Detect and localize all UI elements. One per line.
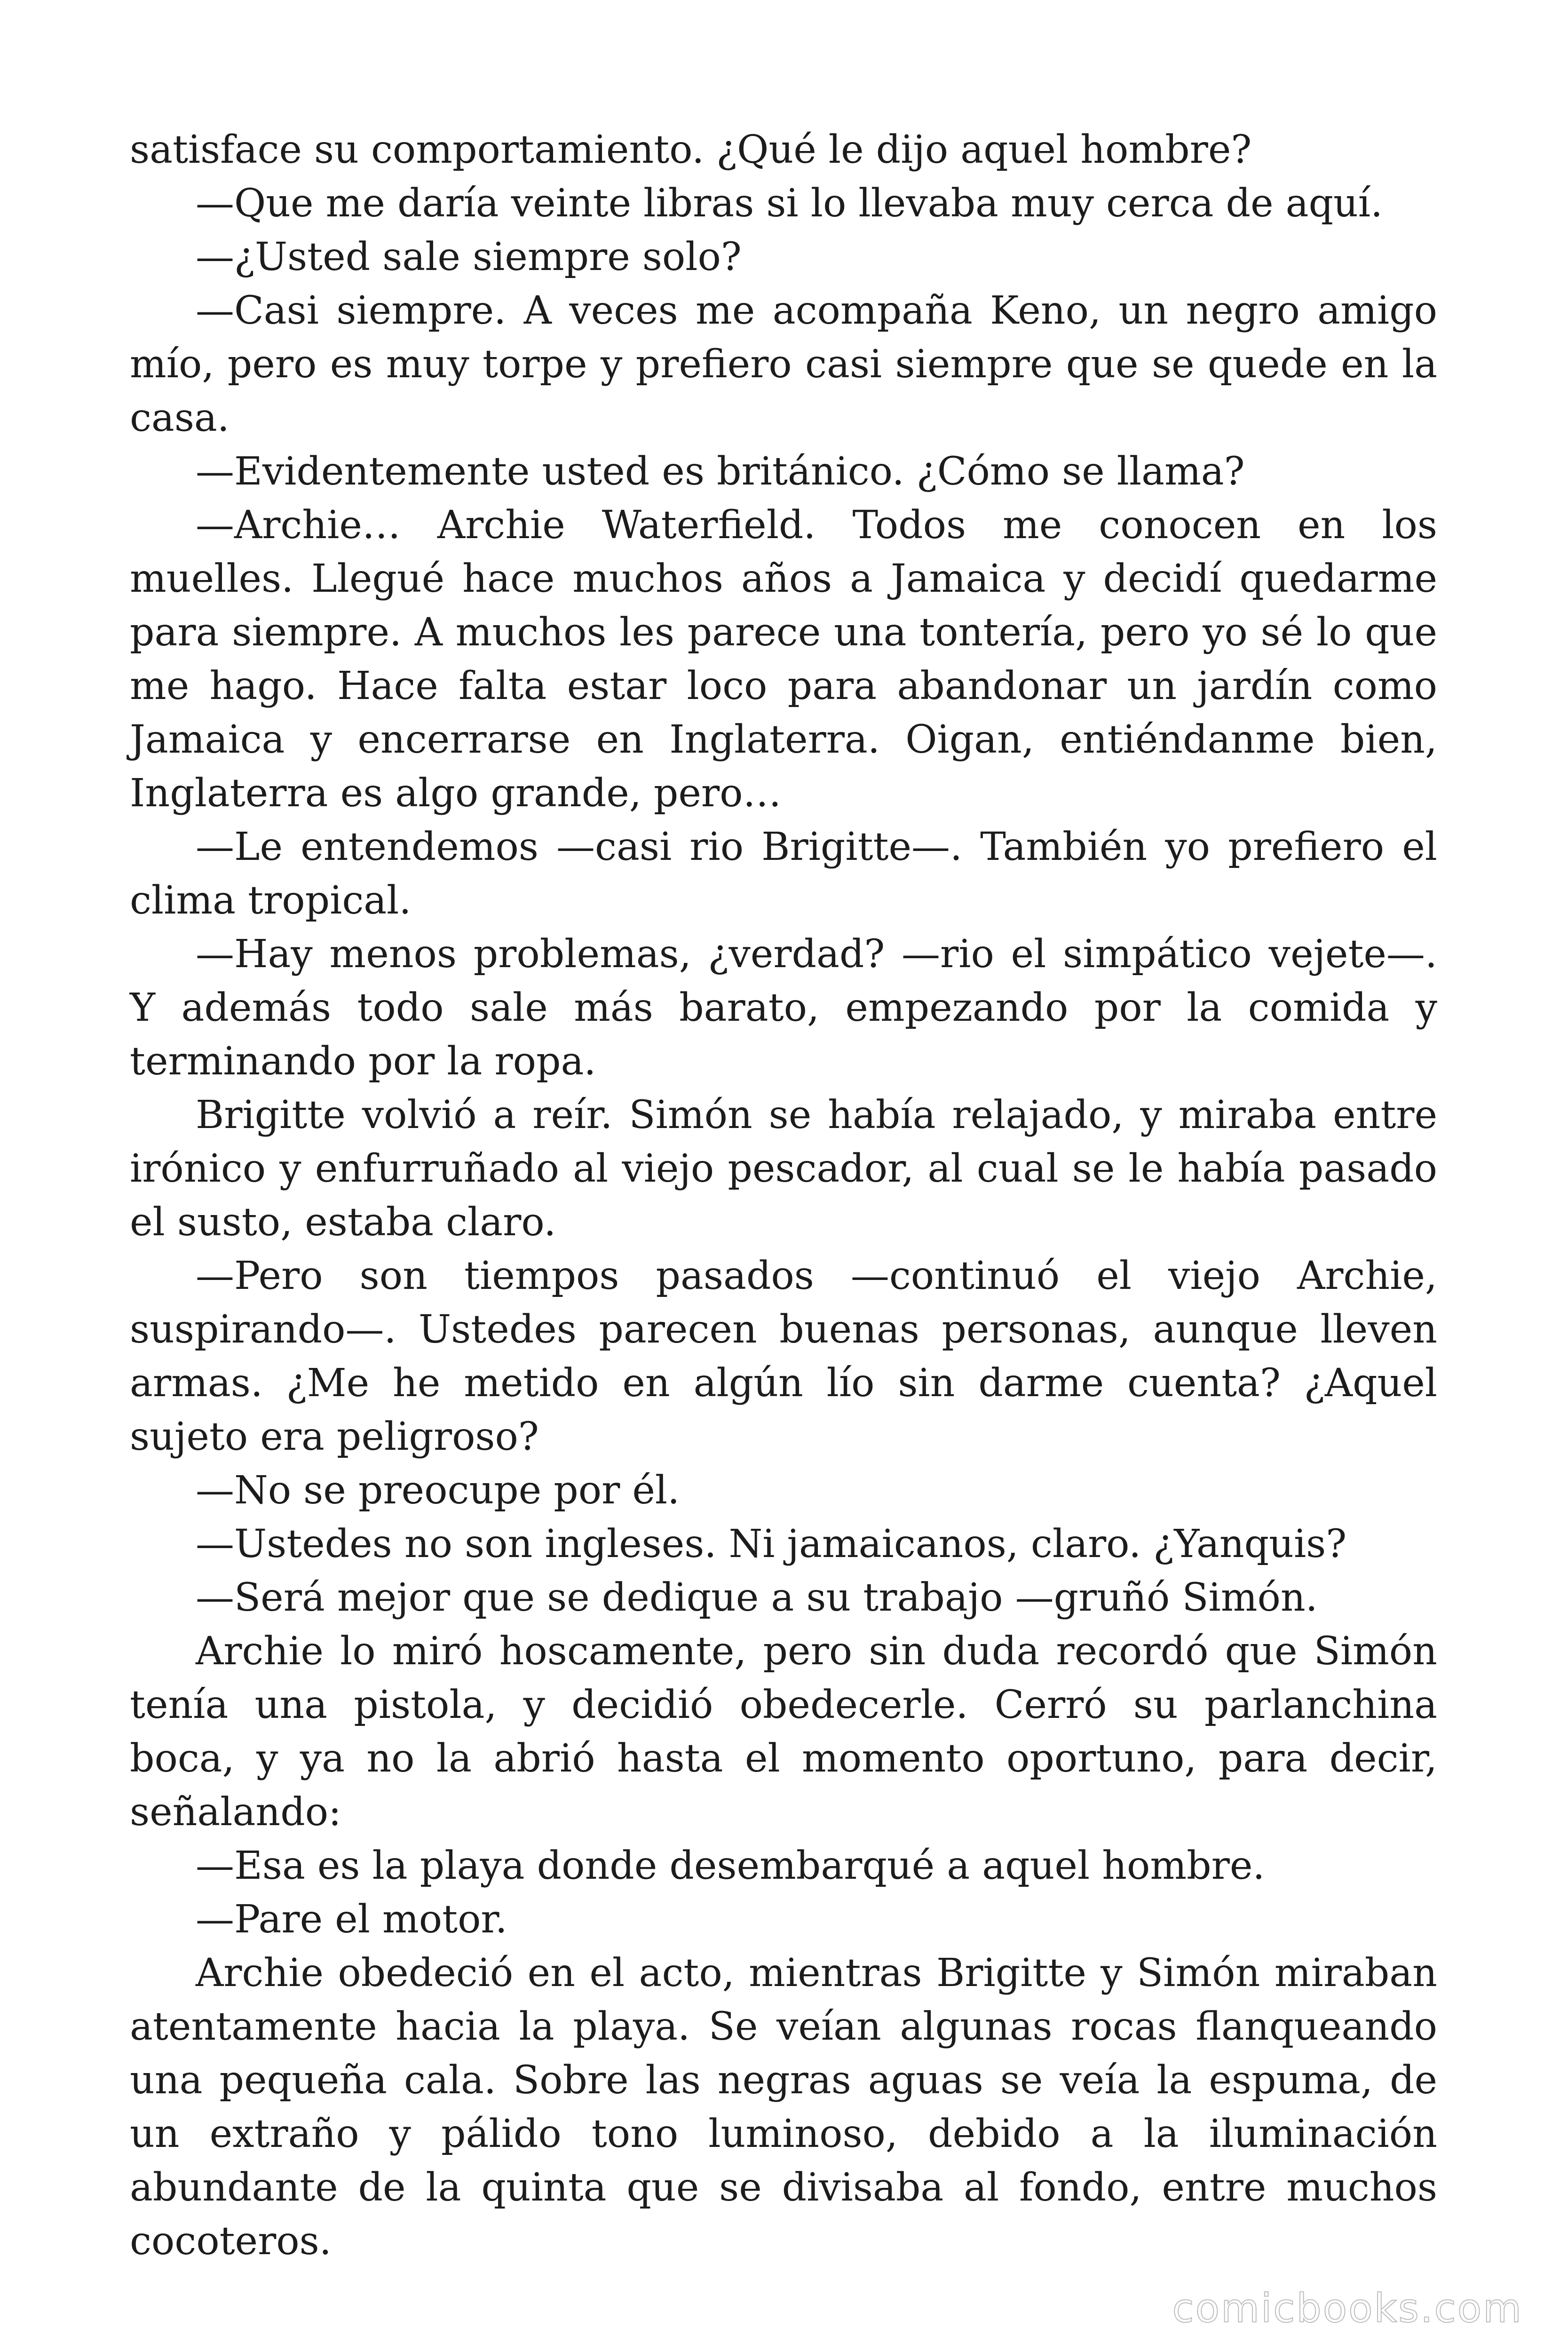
paragraph: —¿Usted sale siempre solo? bbox=[196, 235, 742, 279]
paragraph: —Será mejor que se dedique a su trabajo —gruñó Simón. bbox=[196, 1575, 1318, 1620]
paragraph: Archie lo miró hoscamente, pero sin duda recordó que Simón tenía una pistola, y decidió obedecerle. Cerró su parlanchina boca, y ya no la abrió hasta el momento oportuno, para decir, señalando: bbox=[130, 1629, 1437, 1835]
paragraph: —Que me daría veinte libras si lo llevaba muy cerca de aquí. bbox=[196, 181, 1383, 226]
paragraph: —Ustedes no son ingleses. Ni jamaicanos, claro. ¿Yanquis? bbox=[196, 1522, 1347, 1566]
paragraph: —Casi siempre. A veces me acompaña Keno, un negro amigo mío, pero es muy torpe y prefiero casi siempre que se quede en la casa. bbox=[130, 288, 1437, 440]
paragraph: —Esa es la playa donde desembarqué a aquel hombre. bbox=[196, 1843, 1265, 1888]
paragraph: —Evidentemente usted es británico. ¿Cómo se llama? bbox=[196, 449, 1245, 494]
paragraph: —Pare el motor. bbox=[196, 1897, 507, 1942]
paragraph: satisface su comportamiento. ¿Qué le dijo aquel hombre? bbox=[130, 127, 1252, 172]
paragraph: Brigitte volvió a reír. Simón se había relajado, y miraba entre irónico y enfurruñado al viejo pescador, al cual se le había pasado el susto, estaba claro. bbox=[130, 1093, 1437, 1245]
paragraph: —Hay menos problemas, ¿verdad? —rio el simpático vejete—. Y además todo sale más barato, empezando por la comida y terminando por la ropa. bbox=[130, 932, 1437, 1084]
paragraph: —No se preocupe por él. bbox=[196, 1468, 680, 1513]
watermark: comicbooks.com bbox=[1172, 2285, 1523, 2331]
body-text bbox=[130, 123, 1437, 2268]
paragraph: Archie obedeció en el acto, mientras Brigitte y Simón miraban atentamente hacia la playa. Se veían algunas rocas flanqueando una pequeña cala. Sobre las negras aguas se veía la espuma, de un extraño y pálido tono luminoso, debido a la iluminación abundante de la quinta que se divisaba al fondo, entre muchos cocoteros. bbox=[130, 1951, 1437, 2264]
paragraph: —Pero son tiempos pasados —continuó el viejo Archie, suspirando—. Ustedes parecen buenas personas, aunque lleven armas. ¿Me he metido en algún lío sin darme cuenta? ¿Aquel sujeto era peligroso? bbox=[130, 1254, 1437, 1459]
paragraph: —Le entendemos —casi rio Brigitte—. También yo prefiero el clima tropical. bbox=[130, 825, 1437, 923]
paragraph: —Archie… Archie Waterfield. Todos me conocen en los muelles. Llegué hace muchos años a Jamaica y decidí quedarme para siempre. A muchos les parece una tontería, pero yo sé lo que me hago. Hace falta estar loco para abandonar un jardín como Jamaica y encerrarse en Inglaterra. Oigan, entiéndanme bien, Inglaterra es algo grande, pero… bbox=[130, 503, 1437, 816]
